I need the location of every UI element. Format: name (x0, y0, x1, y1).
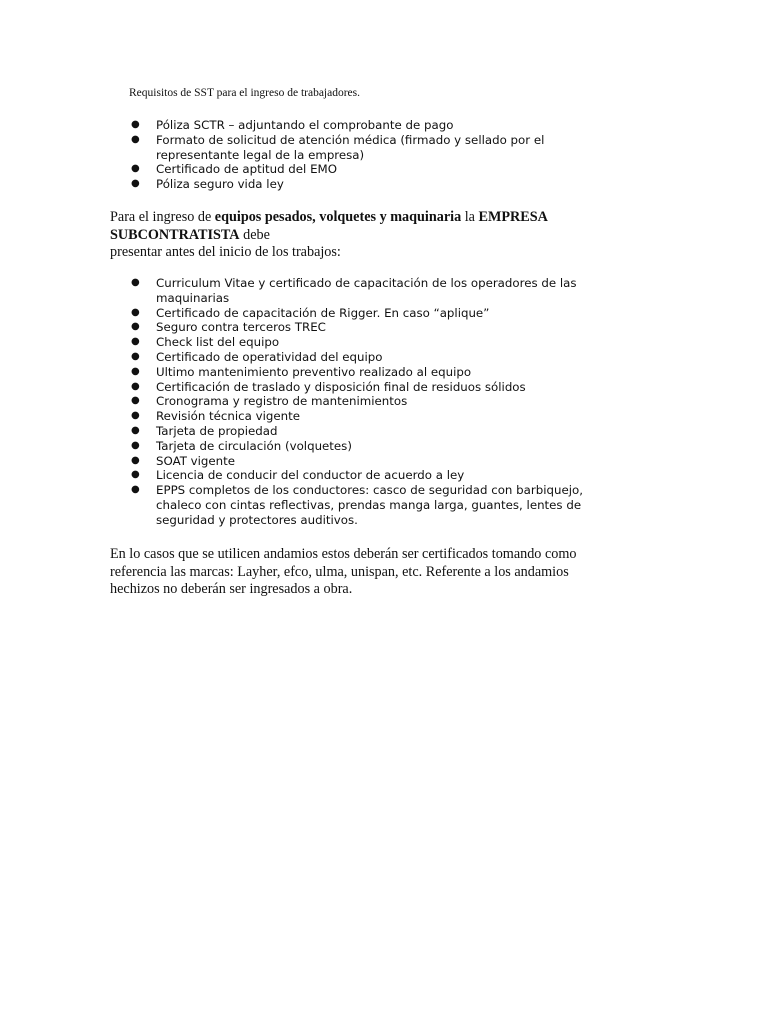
paragraph-line: En lo casos que se utilicen andamios estos deberán ser certificados tomando como (110, 546, 577, 562)
paragraph-line (110, 209, 640, 227)
bold-text: equipos pesados, volquetes y maquinaria (214, 209, 462, 225)
list-item (129, 439, 629, 454)
paragraph-line: presentar antes del inicio de los trabajos: (110, 244, 341, 260)
list-item-text: Certificado de capacitación de Rigger. En caso “aplique” (156, 305, 490, 320)
list-item-text: Cronograma y registro de mantenimientos (156, 394, 408, 409)
text-run: la (461, 209, 479, 225)
bullet-icon: ● (131, 133, 140, 145)
list-item-text: EPPS completos de los conductores: casco de seguridad con barbiquejo, (156, 483, 583, 498)
list-item (129, 454, 629, 469)
list-item-text: Tarjeta de circulación (volquetes) (156, 438, 352, 453)
scaffolding-paragraph (110, 546, 640, 599)
list-item (129, 177, 629, 192)
list-item (129, 483, 629, 527)
list-item (129, 394, 629, 409)
bullet-icon: ● (131, 350, 140, 362)
list-item-text: Certificado de aptitud del EMO (156, 162, 337, 177)
text-run: Para el ingreso de (110, 209, 215, 225)
equipment-requirements-list (129, 276, 629, 528)
list-item (129, 365, 629, 380)
worker-requirements-list (129, 118, 629, 192)
bullet-icon: ● (131, 306, 140, 318)
list-item-text: SOAT vigente (156, 453, 236, 468)
list-item-text: Póliza SCTR – adjuntando el comprobante de pago (156, 118, 454, 132)
list-item-text: Certificación de traslado y disposición final de residuos sólidos (156, 379, 526, 394)
list-item (129, 118, 629, 133)
bullet-icon: ● (131, 439, 140, 451)
bullet-icon: ● (131, 454, 140, 466)
bullet-icon: ● (131, 469, 140, 481)
paragraph-line: referencia las marcas: Layher, efco, ulma, unispan, etc. Referente a los andamios (110, 563, 569, 580)
list-item-text-continued: representante legal de la empresa) (156, 147, 365, 162)
text-run: debe (239, 226, 270, 243)
list-item (129, 162, 629, 177)
list-item (129, 320, 629, 335)
list-item-text: Revisión técnica vigente (156, 409, 301, 424)
equipment-intro-paragraph (110, 209, 640, 262)
bullet-icon: ● (131, 336, 140, 348)
list-item-text: Curriculum Vitae y certificado de capacitación de los operadores de las (156, 276, 577, 290)
bullet-icon: ● (131, 321, 140, 333)
list-item-text: Certificado de operatividad del equipo (156, 349, 383, 364)
bullet-icon: ● (131, 178, 140, 190)
bold-text: EMPRESA (478, 209, 548, 225)
list-item (129, 350, 629, 365)
bold-text: SUBCONTRATISTA (110, 226, 240, 243)
bullet-icon: ● (131, 277, 140, 288)
list-item (129, 468, 629, 483)
list-item-text: Check list del equipo (156, 335, 280, 350)
bullet-icon: ● (131, 410, 140, 422)
list-item (129, 335, 629, 350)
list-item-text: Licencia de conducir del conductor de acuerdo a ley (156, 468, 465, 483)
list-item-text: Formato de solicitud de atención médica (firmado y sellado por el (156, 132, 545, 147)
bullet-icon: ● (131, 395, 140, 407)
list-item (129, 276, 629, 306)
paragraph-line (110, 227, 640, 245)
bullet-icon: ● (131, 484, 140, 496)
list-item (129, 409, 629, 424)
list-item-text: Póliza seguro vida ley (156, 177, 284, 192)
list-item-text: Seguro contra terceros TREC (156, 320, 326, 335)
list-item-text: Tarjeta de propiedad (156, 423, 278, 438)
list-item (129, 380, 629, 395)
paragraph-line: hechizos no deberán ser ingresados a obra. (110, 581, 353, 597)
bullet-icon: ● (131, 380, 140, 392)
list-item-text-continued: maquinarias (156, 290, 230, 305)
bullet-icon: ● (131, 365, 140, 377)
list-item (129, 306, 629, 321)
bullet-icon: ● (131, 163, 140, 175)
section-heading: Requisitos de SST para el ingreso de trabajadores. (129, 87, 361, 99)
bullet-icon: ● (131, 119, 140, 130)
list-item (129, 424, 629, 439)
list-item-text-continued: chaleco con cintas reflectivas, prendas manga larga, guantes, lentes de (156, 497, 582, 512)
list-item (129, 133, 629, 163)
list-item-text-continued: seguridad y protectores auditivos. (156, 512, 358, 527)
list-item-text: Ultimo mantenimiento preventivo realizado al equipo (156, 364, 472, 379)
bullet-icon: ● (131, 424, 140, 436)
